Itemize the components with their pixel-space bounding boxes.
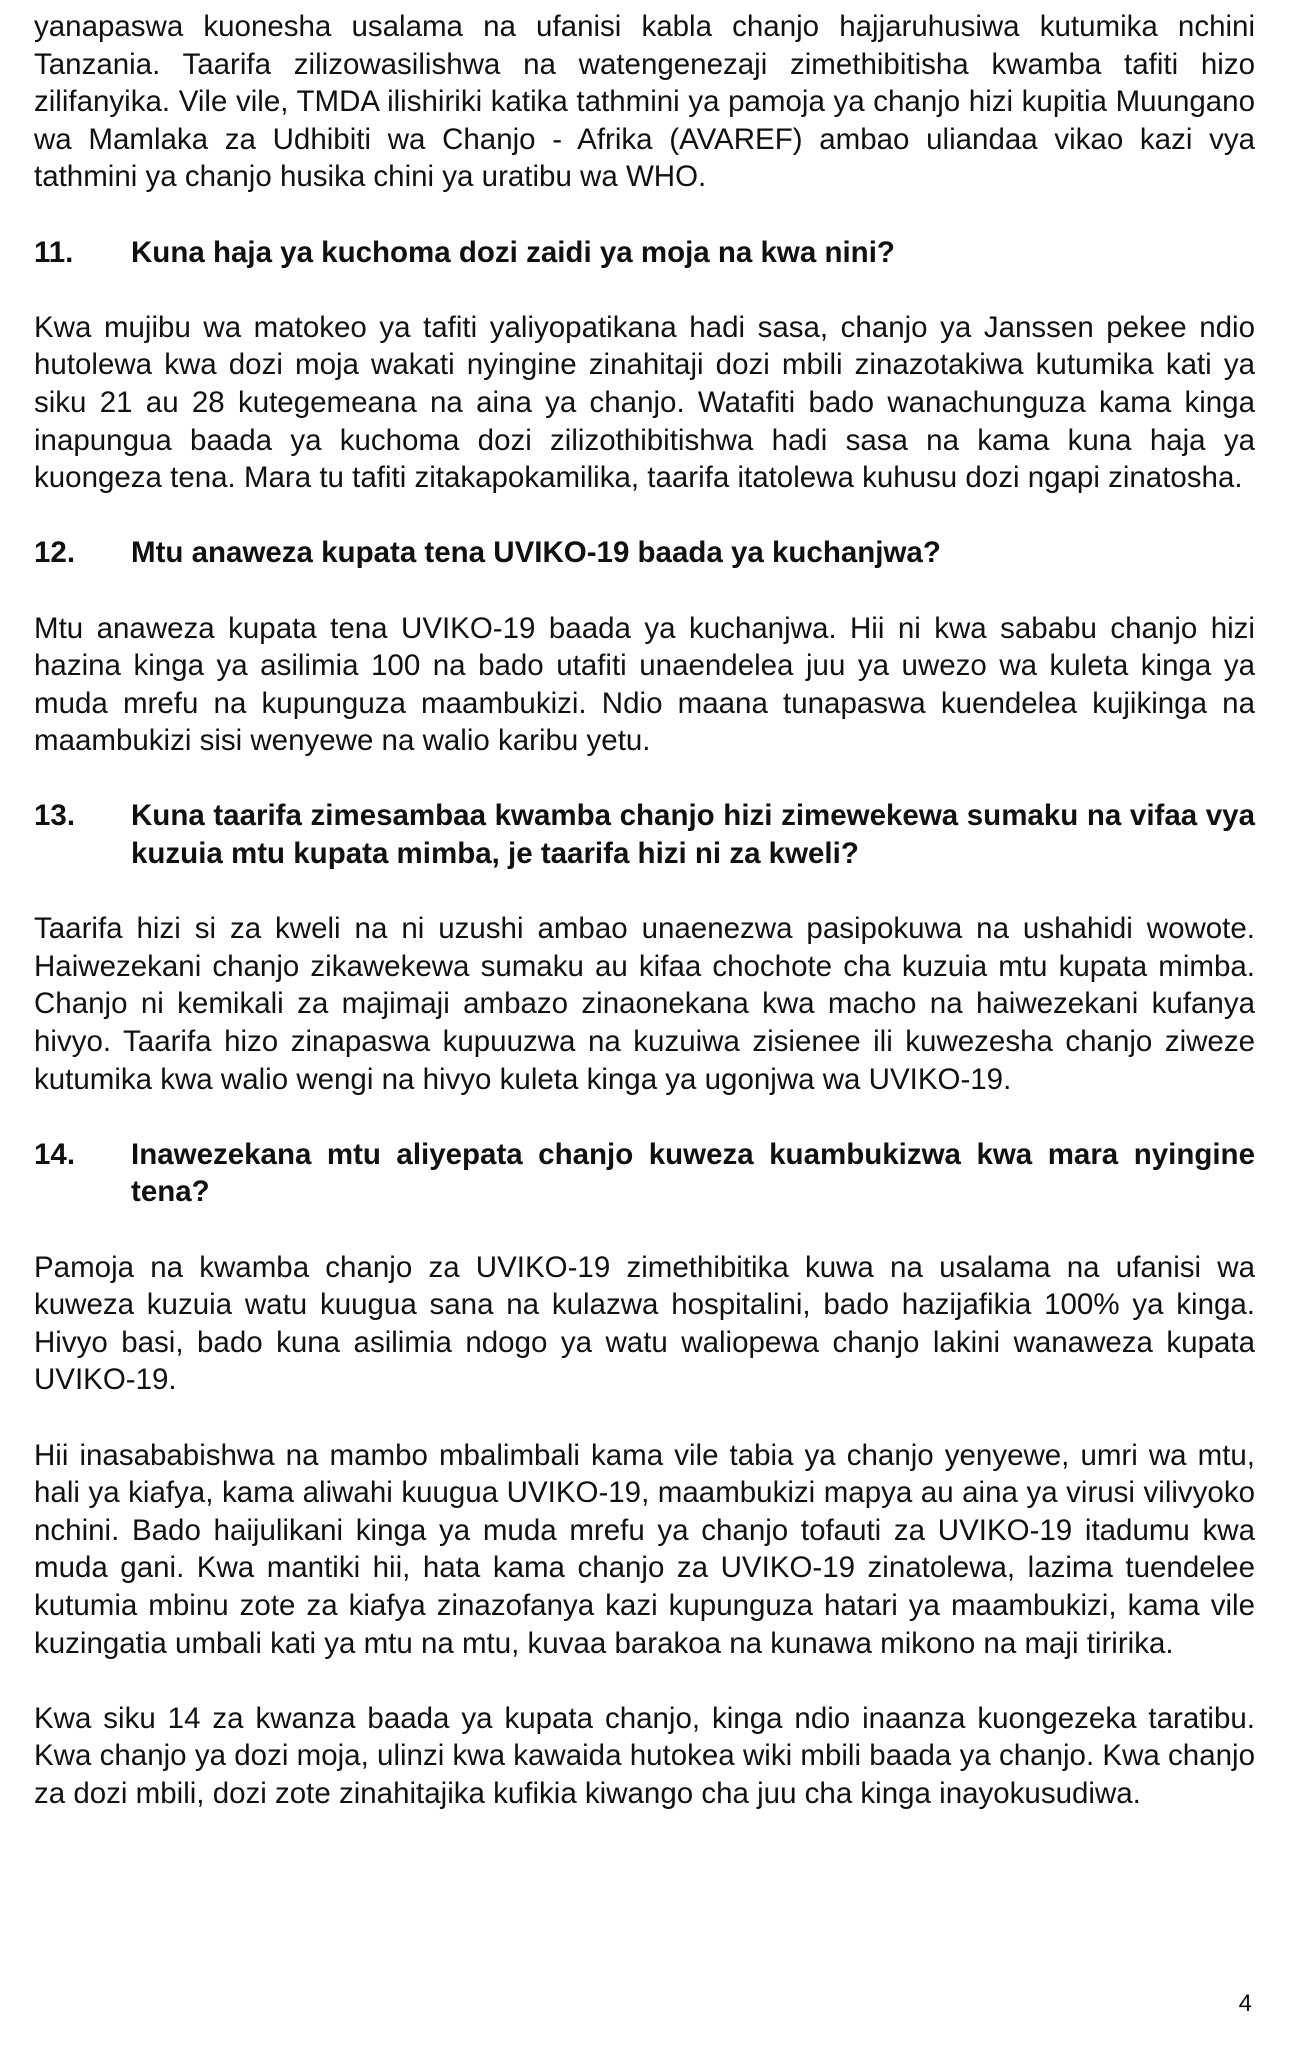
question-text: Mtu anaweza kupata tena UVIKO-19 baada ya kuchanjwa? <box>131 536 941 570</box>
answer-paragraph: Hii inasababishwa na mambo mbalimbali kama vile tabia ya chanjo yenyewe, umri wa mtu, hali ya kiafya, kama aliwahi kuugua UVIKO-19, maambukizi mapya au aina ya virusi vilivyoko nchini. Bado haijulikani kinga ya muda mrefu ya chanjo tofauti za UVIKO-19 itadumu kwa muda gani. Kwa mantiki hii, hata kama chanjo za UVIKO-19 zinatolewa, lazima tuendelee kutumia mbinu zote za kiafya zinazofanya kazi kupunguza hatari ya maambukizi, kama vile kuzingatia umbali kati ya mtu na mtu, kuvaa barakoa na kunawa mikono na maji tiririka. <box>34 1438 1255 1660</box>
document-body <box>34 8 1255 1813</box>
question-heading-11 <box>34 234 1255 272</box>
question-number: 12. <box>34 536 76 570</box>
question-text: Kuna haja ya kuchoma dozi zaidi ya moja na kwa nini? <box>131 235 895 269</box>
question-heading-14 <box>34 1136 1255 1211</box>
question-heading-13 <box>34 797 1255 872</box>
question-text: Kuna taarifa zimesambaa kwamba chanjo hizi zimewekewa sumaku na vifaa vya kuzuia mtu kupata mimba, je taarifa hizi ni za kweli? <box>131 799 1255 871</box>
answer-paragraph: Kwa siku 14 za kwanza baada ya kupata chanjo, kinga ndio inaanza kuongezeka taratibu. Kwa chanjo ya dozi moja, ulinzi kwa kawaida hutokea wiki mbili baada ya chanjo. Kwa chanjo za dozi mbili, dozi zote zinahitajika kufikia kiwango cha juu cha kinga inayokusudiwa. <box>34 1701 1255 1810</box>
page-number: 4 <box>1238 1990 1252 2017</box>
answer-paragraph: Pamoja na kwamba chanjo za UVIKO-19 zimethibitika kuwa na usalama na ufanisi wa kuweza kuzuia watu kuugua sana na kulazwa hospitalini, bado hazijafikia 100% ya kinga. Hivyo basi, bado kuna asilimia ndogo ya watu waliopewa chanjo lakini wanaweza kupata UVIKO-19. <box>34 1250 1255 1397</box>
answer-paragraph: Taarifa hizi si za kweli na ni uzushi ambao unaenezwa pasipokuwa na ushahidi wowote. Haiwezekani chanjo zikawekewa sumaku au kifaa chochote cha kuzuia mtu kupata mimba. Chanjo ni kemikali za majimaji ambazo zinaonekana kwa macho na haiwezekani kufanya hivyo. Taarifa hizo zinapaswa kupuuzwa na kuzuiwa zisienee ili kuwezesha chanjo ziweze kutumika kwa walio wengi na hivyo kuleta kinga ya ugonjwa wa UVIKO-19. <box>34 912 1255 1096</box>
question-number: 11. <box>34 235 74 269</box>
answer-paragraph: Kwa mujibu wa matokeo ya tafiti yaliyopatikana hadi sasa, chanjo ya Janssen pekee ndio hutolewa kwa dozi moja wakati nyingine zinahitaji dozi mbili zinazotakiwa kutumika kati ya siku 21 au 28 kutegemeana na aina ya chanjo. Watafiti bado wanachunguza kama kinga inapungua baada ya kuchoma dozi zilizothibitishwa hadi sasa na kama kuna haja ya kuongeza tena. Mara tu tafiti zitakapokamilika, taarifa itatolewa kuhusu dozi ngapi zinatosha. <box>34 310 1255 495</box>
question-text: Inawezekana mtu aliyepata chanjo kuweza kuambukizwa kwa mara nyingine tena? <box>131 1137 1255 1209</box>
question-number: 13. <box>34 799 76 833</box>
answer-paragraph: Mtu anaweza kupata tena UVIKO-19 baada ya kuchanjwa. Hii ni kwa sababu chanjo hizi hazina kinga ya asilimia 100 na bado utafiti unaendelea juu ya uwezo wa kuleta kinga ya muda mrefu na kupunguza maambukizi. Ndio maana tunapaswa kuendelea kujikinga na maambukizi sisi wenyewe na walio karibu yetu. <box>34 611 1255 758</box>
intro-paragraph: yanapaswa kuonesha usalama na ufanisi kabla chanjo hajjaruhusiwa kutumika nchini Tanzania. Taarifa zilizowasilishwa na watengenezaji zimethibitisha kwamba tafiti hizo zilifanyika. Vile vile, TMDA ilishiriki katika tathmini ya pamoja ya chanjo hizi kupitia Muungano wa Mamlaka za Udhibiti wa Chanjo - Afrika (AVAREF) ambao uliandaa vikao kazi vya tathmini ya chanjo husika chini ya uratibu wa WHO. <box>34 10 1255 194</box>
question-number: 14. <box>34 1137 76 1171</box>
question-heading-12 <box>34 534 1255 572</box>
